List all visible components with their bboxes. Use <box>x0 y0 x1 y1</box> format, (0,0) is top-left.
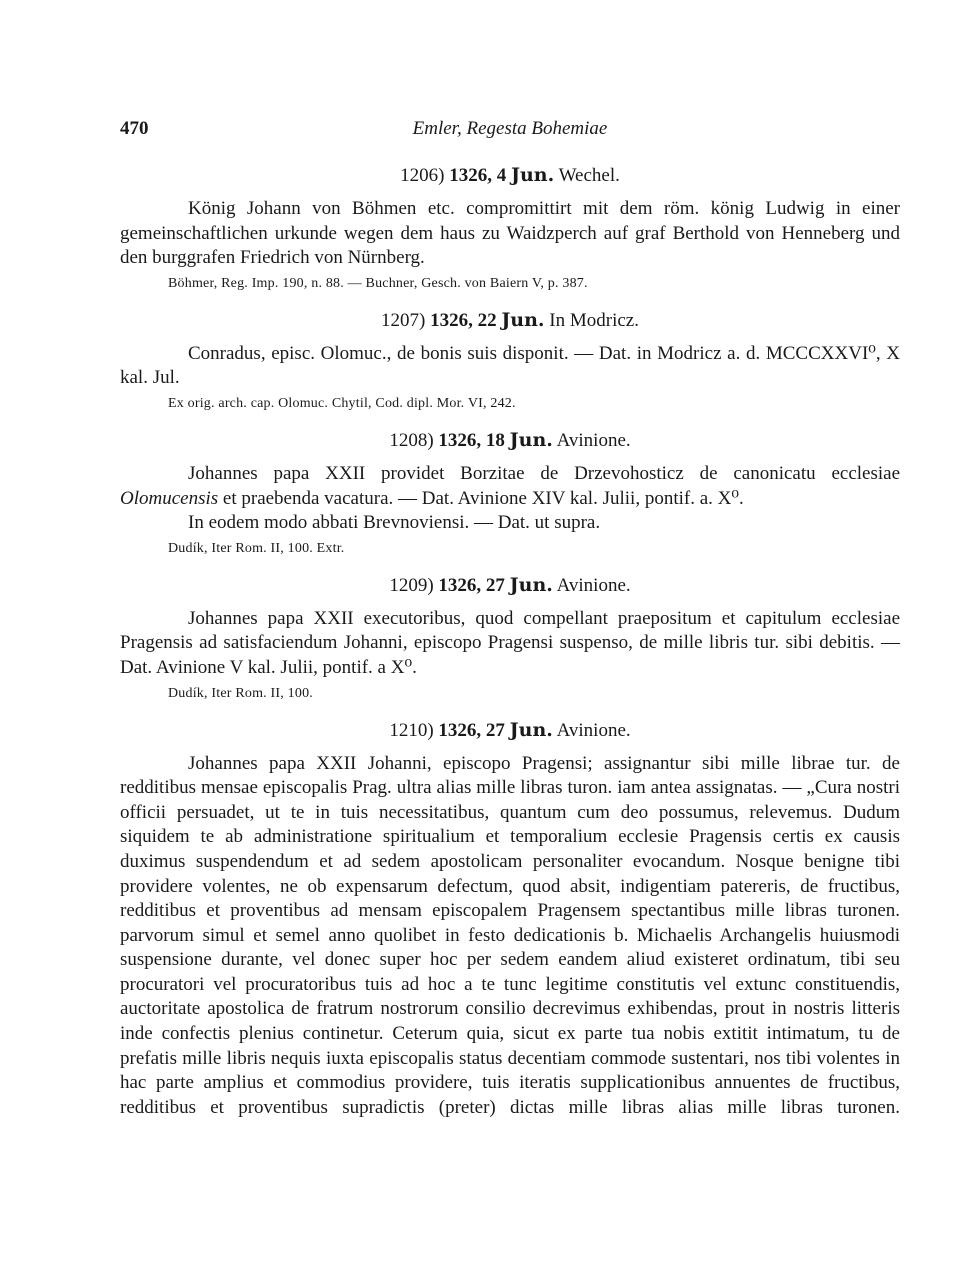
entry-heading <box>120 574 900 597</box>
entry-place: Wechel. <box>558 165 620 186</box>
page-header <box>120 118 900 148</box>
entry-heading <box>120 719 900 742</box>
entry-text-part: et praebenda vacatura. — Dat. Avinione XIV kal. Julii, pontif. a. X⁰. <box>222 487 744 509</box>
entry-date: 1326, 27 <box>438 719 505 741</box>
entry-place: Avinione. <box>556 429 631 451</box>
entry-source: Böhmer, Reg. Imp. 190, n. 88. — Buchner, Gesch. von Baiern V, p. 387. <box>168 275 588 291</box>
entry-date: 1326, 4 <box>449 165 507 186</box>
entry-source: Dudík, Iter Rom. II, 100. Extr. <box>168 540 345 556</box>
entry-text: König Johann von Böhmen etc. compromittirt mit dem röm. könig Ludwig in einer gemeinschaftlichen urkunde wegen dem haus zu Waidzperch auf graf Berthold von Henneberg und den burggrafen Friedrich von Nürnberg. <box>120 198 900 269</box>
entry-number: 1210) <box>389 719 434 741</box>
entry-date: 1326, 22 <box>430 309 497 331</box>
entry-source: Dudík, Iter Rom. II, 100. <box>168 685 313 701</box>
entry-number: 1208) <box>389 429 434 451</box>
entry-heading <box>120 164 900 187</box>
entry-text: Johannes papa XXII Johanni, episcopo Pragensi; assignantur sibi mille librae tur. de redditibus mensae episcopalis Prag. ultra alias mille libras turon. iam antea assignatas. — „Cura nostri officii persuadet, ut te in tuis necessitatibus, quantum cum deo possumus, relevemus. Dudum siquidem te ab administratione spiritualium et temporalium ecclesie Pragensis certis ex causis duximus suspendendum et ad sedem apostolicam personaliter evocandum. Nosque benigne tibi providere volentes, ne ob expensarum defectum, quod absit, indigentiam patereris, de fructibus, redditibus et proventibus ad mensam episcopalem Pragensem spectantibus mille libras turonen. parvorum simul et semel anno quolibet in festo dedicationis b. Michaelis Archangelis huiusmodi suspensione durante, vel donec super hoc per sedem eandem aliud existeret ordinatum, tibi seu procuratori vel procuratoribus tuis ad hoc a te tunc legitime constitutis vel extunc constituendis, auctoritate apostolica de fratrum nostrorum consilio decrevimus exhibendas, prout in nostris litteris inde confectis plenius continetur. Ceterum quia, sicut ex parte tua nobis extitit intimatum, tu de prefatis mille libris nequis iuxta episcopalis status decentiam commode sustentari, nos tibi volentes in hac parte amplius et commodius providere, tuis iteratis supplicationibus annuentes de fructibus, redditibus et proventibus supradictis (preter) dictas mille libras alias mille libras turonen. <box>120 752 900 1118</box>
entry-number: 1207) <box>380 309 426 331</box>
running-title: Emler, Regesta Bohemiae <box>412 118 608 139</box>
entry-text: Johannes papa XXII executoribus, quod compellant praepositum et capitulum ecclesiae Pragensis ad satisfaciendum Johanni, episcopo Pragensi suspenso, de mille libris tur. sibi debitis. — Dat. Avinione V kal. Julii, pontif. a X⁰. <box>120 607 900 678</box>
entry-month: Jun. <box>509 718 553 741</box>
regest-entry <box>120 429 900 560</box>
entry-source: Ex orig. arch. cap. Olomuc. Chytil, Cod. dipl. Mor. VI, 242. <box>168 395 516 411</box>
entry-text-italic: Olomucensis <box>120 487 219 509</box>
regest-entry <box>120 309 900 415</box>
entry-number: 1206) <box>400 165 445 186</box>
document-page <box>120 118 900 1120</box>
entry-heading <box>120 429 900 452</box>
entry-month: Jun. <box>509 573 553 596</box>
entry-place: Avinione. <box>556 719 631 741</box>
entry-date: 1326, 18 <box>438 429 505 451</box>
entry-place: In Modricz. <box>549 309 639 331</box>
entry-month: Jun. <box>509 428 553 451</box>
entry-heading <box>120 309 900 332</box>
page-number: 470 <box>120 118 149 139</box>
entry-month: Jun. <box>510 164 555 186</box>
entry-text-addendum: In eodem modo abbati Brevnoviensi. — Dat. ut supra. <box>188 512 601 534</box>
entry-number: 1209) <box>389 574 434 596</box>
entry-place: Avinione. <box>556 574 631 596</box>
regest-entry <box>120 574 900 705</box>
entry-text <box>120 462 900 511</box>
entry-month: Jun. <box>501 308 545 331</box>
entry-text-part: Johannes papa XXII providet Borzitae de Drzevohosticz de canonicatu ecclesiae <box>188 462 900 484</box>
entry-text: Conradus, episc. Olomuc., de bonis suis disponit. — Dat. in Modricz a. d. MCCCXXVI⁰, X kal. Jul. <box>120 342 900 389</box>
regest-entry <box>120 164 900 295</box>
entry-date: 1326, 27 <box>438 574 505 596</box>
regest-entry <box>120 719 900 1121</box>
